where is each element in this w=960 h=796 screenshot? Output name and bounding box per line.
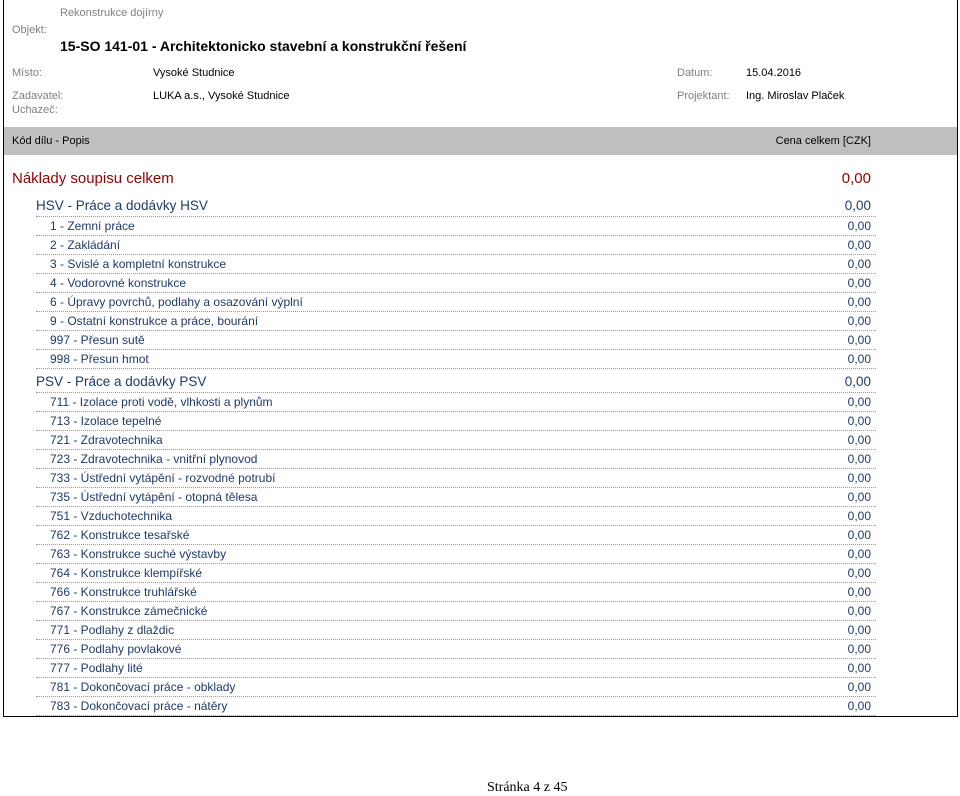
item-label: 723 - Zdravotechnika - vnitřní plynovod [50, 452, 258, 466]
section-row-psv [36, 371, 876, 393]
item-value: 0,00 [847, 352, 871, 366]
item-label: 6 - Úpravy povrchů, podlahy a osazování výplní [50, 295, 303, 309]
item-label: 766 - Konstrukce truhlářské [50, 585, 197, 599]
client-value: LUKA a.s., Vysoké Studnice [153, 90, 290, 102]
item-label: 767 - Konstrukce zámečnické [50, 604, 208, 618]
object-label: Objekt: [12, 24, 47, 36]
item-label: 777 - Podlahy lité [50, 661, 143, 675]
item-row [36, 274, 876, 293]
object-parent-name: Rekonstrukce dojírny [60, 7, 164, 19]
place-value: Vysoké Studnice [153, 67, 235, 79]
item-label: 751 - Vzduchotechnika [50, 509, 173, 523]
item-value: 0,00 [847, 452, 871, 466]
item-row [36, 545, 876, 564]
designer-value: Ing. Miroslav Plaček [746, 90, 845, 102]
item-value: 0,00 [847, 276, 871, 290]
item-value: 0,00 [847, 314, 871, 328]
grand-total-label: Náklady soupisu celkem [12, 170, 174, 187]
item-value: 0,00 [847, 395, 871, 409]
item-label: 1 - Zemní práce [50, 219, 135, 233]
item-row [36, 412, 876, 431]
item-value: 0,00 [847, 566, 871, 580]
item-label: 771 - Podlahy z dlaždic [50, 623, 175, 637]
item-value: 0,00 [847, 642, 871, 656]
item-label: 711 - Izolace proti vodě, vlhkosti a plynům [50, 395, 273, 409]
item-value: 0,00 [847, 433, 871, 447]
item-row [36, 640, 876, 659]
item-row [36, 488, 876, 507]
item-label: 2 - Zakládání [50, 238, 121, 252]
page-title: 15-SO 141-01 - Architektonicko stavební a konstrukční řešení [60, 38, 467, 54]
column-header-code-description: Kód dílu - Popis [12, 135, 90, 147]
item-row [36, 602, 876, 621]
grand-total-value: 0,00 [841, 170, 871, 187]
item-value: 0,00 [847, 623, 871, 637]
date-label: Datum: [677, 67, 713, 79]
item-row [36, 526, 876, 545]
item-label: 9 - Ostatní konstrukce a práce, bourání [50, 314, 259, 328]
item-row [36, 350, 876, 369]
item-label: 721 - Zdravotechnika [50, 433, 163, 447]
bidder-label: Uchazeč: [12, 104, 58, 116]
item-label: 783 - Dokončovací práce - nátěry [50, 699, 228, 713]
item-value: 0,00 [847, 471, 871, 485]
item-row [36, 293, 876, 312]
item-row [36, 393, 876, 412]
item-label: 713 - Izolace tepelné [50, 414, 162, 428]
cost-summary-list [0, 168, 960, 716]
item-label: 733 - Ústřední vytápění - rozvodné potrubí [50, 471, 276, 485]
item-row [36, 564, 876, 583]
designer-label: Projektant: [677, 90, 730, 102]
item-label: 763 - Konstrukce suché výstavby [50, 547, 227, 561]
item-label: 781 - Dokončovací práce - obklady [50, 680, 236, 694]
item-row [36, 678, 876, 697]
item-value: 0,00 [847, 528, 871, 542]
item-value: 0,00 [847, 585, 871, 599]
item-value: 0,00 [847, 490, 871, 504]
section-label: PSV - Práce a dodávky PSV [36, 374, 207, 389]
item-row [36, 312, 876, 331]
item-label: 3 - Svislé a kompletní konstrukce [50, 257, 227, 271]
item-row [36, 217, 876, 236]
client-label: Zadavatel: [12, 90, 64, 102]
item-row [36, 255, 876, 274]
item-label: 998 - Přesun hmot [50, 352, 149, 366]
item-value: 0,00 [847, 414, 871, 428]
item-value: 0,00 [847, 333, 871, 347]
item-value: 0,00 [847, 238, 871, 252]
item-value: 0,00 [847, 509, 871, 523]
section-value: 0,00 [844, 198, 871, 213]
item-label: 997 - Přesun sutě [50, 333, 145, 347]
date-value: 15.04.2016 [746, 67, 802, 79]
item-row [36, 236, 876, 255]
item-row [36, 331, 876, 350]
item-row [36, 450, 876, 469]
item-value: 0,00 [847, 295, 871, 309]
item-value: 0,00 [847, 604, 871, 618]
section-row-hsv [36, 195, 876, 217]
item-label: 735 - Ústřední vytápění - otopná tělesa [50, 490, 258, 504]
item-value: 0,00 [847, 680, 871, 694]
section-value: 0,00 [844, 374, 871, 389]
item-value: 0,00 [847, 699, 871, 713]
item-row [36, 583, 876, 602]
column-header-total-price: Cena celkem [CZK] [775, 135, 871, 147]
item-row [36, 659, 876, 678]
item-value: 0,00 [847, 257, 871, 271]
item-label: 762 - Konstrukce tesařské [50, 528, 190, 542]
item-row [36, 697, 876, 716]
item-row [36, 469, 876, 488]
item-value: 0,00 [847, 219, 871, 233]
item-row [36, 431, 876, 450]
item-value: 0,00 [847, 661, 871, 675]
page-number: Stránka 4 z 45 [487, 780, 568, 795]
item-row [36, 507, 876, 526]
item-value: 0,00 [847, 547, 871, 561]
item-label: 776 - Podlahy povlakové [50, 642, 182, 656]
item-row [36, 621, 876, 640]
place-label: Místo: [12, 67, 42, 79]
grand-total-row [12, 168, 871, 190]
item-label: 764 - Konstrukce klempířské [50, 566, 203, 580]
item-label: 4 - Vodorovné konstrukce [50, 276, 187, 290]
section-label: HSV - Práce a dodávky HSV [36, 198, 208, 213]
table-header [4, 127, 957, 155]
